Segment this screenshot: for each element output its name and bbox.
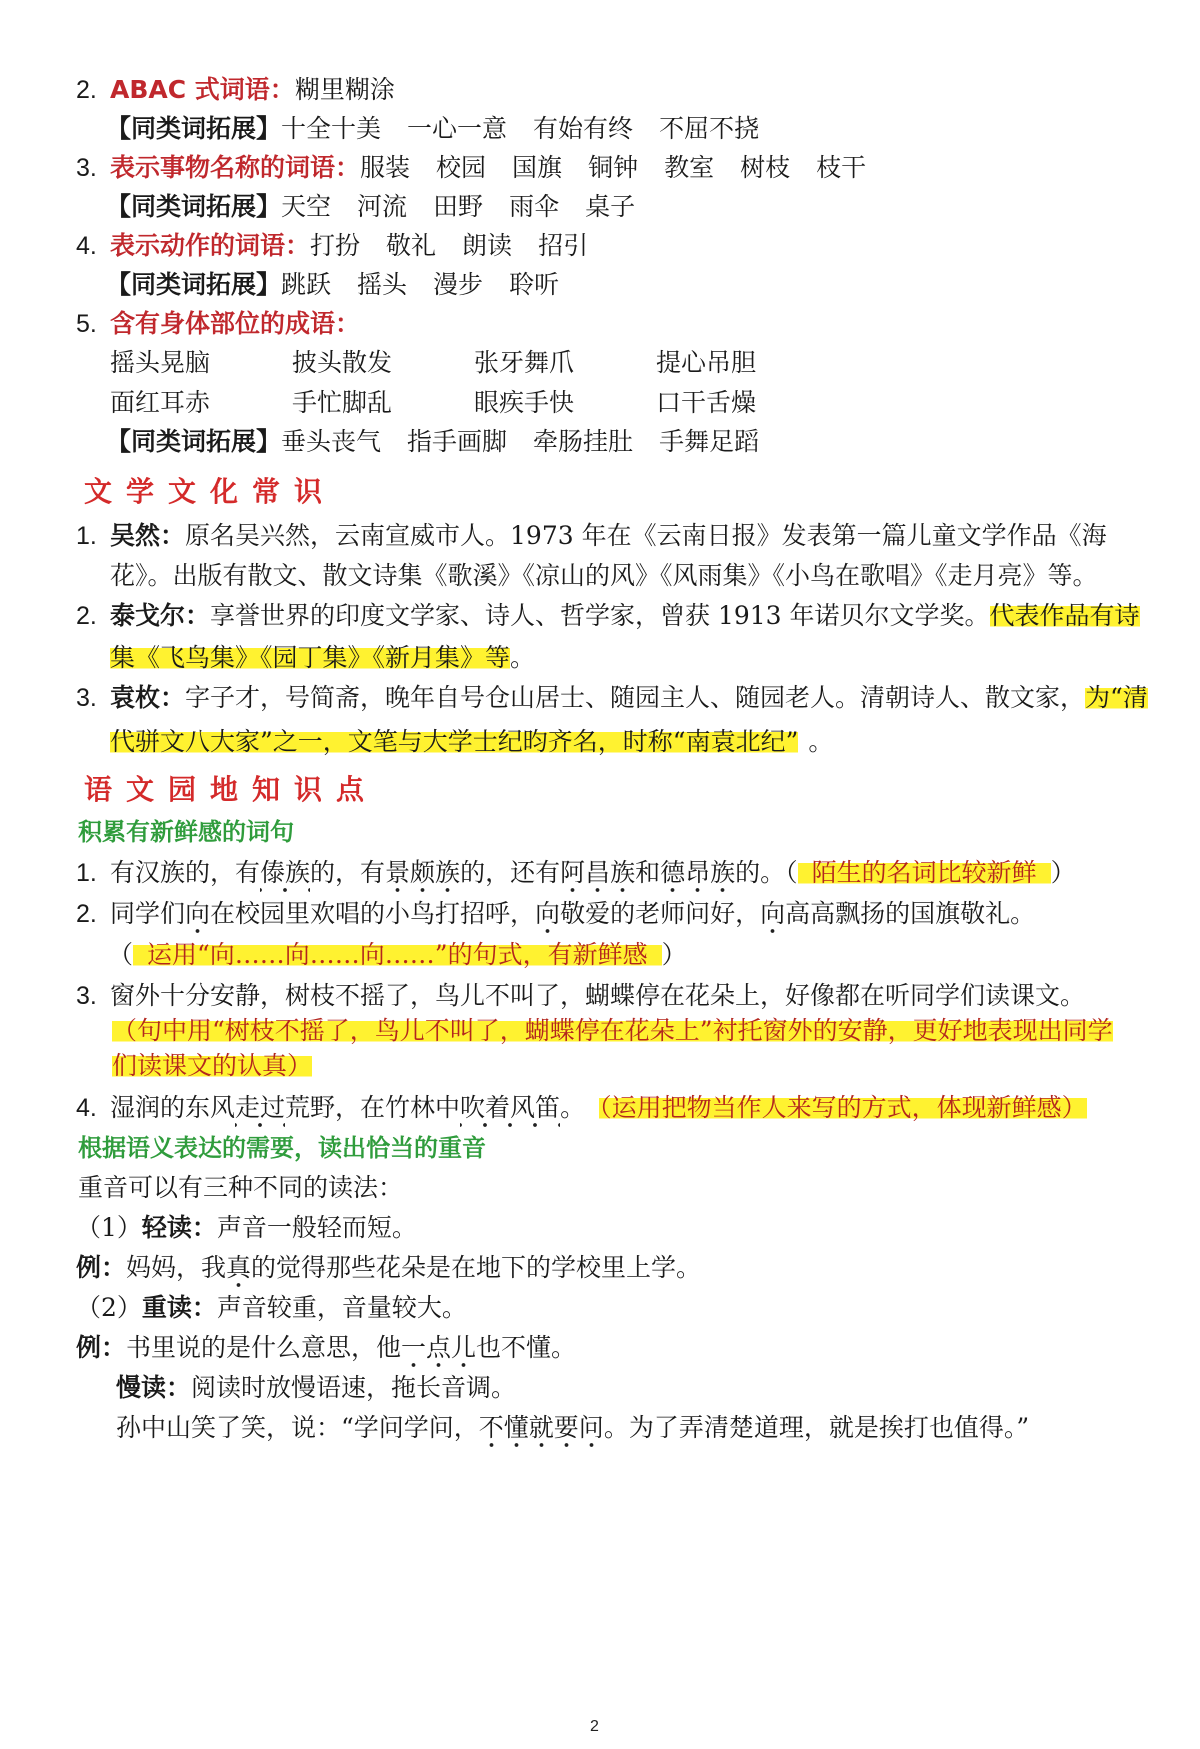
- stress-rule-1: [76, 1210, 417, 1246]
- sentence-2: [76, 896, 1035, 932]
- dotted-word: 傣族: [260, 858, 310, 893]
- ext-label: 【同类词拓展】: [106, 114, 282, 143]
- text: 湿润的东风: [110, 1093, 236, 1122]
- sentence-2-note: [108, 937, 687, 973]
- ext-row-5: [106, 424, 785, 460]
- idiom: 披头散发: [292, 348, 393, 377]
- dotted-word: 德昂族: [660, 858, 735, 893]
- rule-desc: 阅读时放慢语速，拖长音调。: [191, 1373, 517, 1402]
- idiom: 张牙舞爪: [474, 348, 575, 377]
- word: 树枝: [740, 153, 791, 182]
- word: 教室: [664, 153, 715, 182]
- lit-item-1-line-2: 花》。出版有散文、散文诗集《歌溪》《凉山的风》《风雨集》《小鸟在歌唱》《走月亮》等。: [110, 561, 1098, 590]
- rule-name: 轻读：: [141, 1213, 217, 1242]
- ext-word: 漫步: [433, 270, 484, 299]
- lit-item-3-line-1: [76, 680, 1148, 716]
- lit-text: 。: [808, 727, 834, 756]
- stress-example-1: [76, 1250, 701, 1286]
- ext-word: 聆听: [509, 270, 560, 299]
- dotted-word: 吹着风笛: [460, 1093, 560, 1128]
- item-number: 4.: [76, 1094, 97, 1122]
- highlight-note: （句中用“树枝不摇了，鸟儿不叫了，蝴蝶停在花朵上”衬托窗外的安静，更好地表现出同学: [112, 1016, 1113, 1045]
- ext-label: 【同类词拓展】: [106, 192, 282, 221]
- dotted-word: 一点儿: [401, 1333, 476, 1368]
- idiom-row-2: [110, 385, 838, 421]
- ext-word: 雨伞: [509, 192, 560, 221]
- ext-row-4: [106, 267, 585, 303]
- dotted-word: 不懂就要问: [479, 1413, 604, 1448]
- ext-word: 跳跃: [281, 270, 332, 299]
- text: 在校园里欢唱的小鸟打招呼，: [210, 899, 536, 928]
- subtitle-stress: 根据语义表达的需要，读出恰当的重音: [78, 1134, 486, 1162]
- ext-word: 不屈不挠: [659, 114, 760, 143]
- item-number: 4.: [76, 232, 97, 260]
- item-number: 1.: [76, 859, 97, 887]
- item-title: 表示动作的词语：: [110, 231, 311, 260]
- item-number: 3.: [76, 982, 97, 1010]
- text: 书里说的是什么意思，他: [126, 1333, 402, 1362]
- dotted-word: 阿昌族: [560, 858, 635, 893]
- item-number: 3.: [76, 684, 97, 712]
- item-title: 表示事物名称的词语：: [110, 153, 361, 182]
- dotted-word: 向: [185, 899, 210, 934]
- highlight: 为“清: [1085, 683, 1148, 712]
- lit-item-2-line-2: [110, 640, 535, 676]
- example-label: 例：: [76, 1333, 127, 1362]
- text: 也不懂。: [476, 1333, 577, 1362]
- text: 和: [635, 858, 661, 887]
- text: 的，还有: [460, 858, 561, 887]
- lit-item-1-line-1: [76, 518, 1107, 554]
- rule-desc: 声音较重，音量较大。: [216, 1293, 467, 1322]
- sentence-3-note-2: [112, 1048, 312, 1084]
- item-number: 2.: [76, 602, 97, 630]
- ext-word: 有始有终: [533, 114, 634, 143]
- item-number: 3.: [76, 154, 97, 182]
- word: 铜钟: [588, 153, 639, 182]
- vocab-item-4: [76, 228, 614, 264]
- person-name: 袁枚：: [110, 683, 186, 712]
- rule-name: 重读：: [141, 1293, 217, 1322]
- rule-label: （2）: [76, 1293, 142, 1322]
- idiom-row-1: [110, 345, 838, 381]
- stress-rule-3: [116, 1370, 516, 1406]
- ext-label: 【同类词拓展】: [106, 427, 282, 456]
- text: 的觉得那些花朵是在地下的学校里上学。: [251, 1253, 702, 1282]
- idiom: 眼疾手快: [474, 388, 575, 417]
- section-title-garden: 语文园地知识点: [84, 773, 379, 806]
- item-number: 5.: [76, 310, 97, 338]
- highlight: 代骈文八大家”之一，文笔与大学士纪昀齐名，时称“南袁北纪”: [110, 727, 799, 756]
- idiom: 面红耳赤: [110, 388, 211, 417]
- word: 糊里糊涂: [294, 75, 395, 104]
- sentence-1: [76, 855, 1076, 891]
- example-label: 例：: [76, 1253, 127, 1282]
- section-title-literature: 文学文化常识: [84, 475, 337, 508]
- vocab-item-2: [76, 72, 395, 108]
- page-number: 2: [590, 1718, 599, 1735]
- sentence-3: [76, 978, 1085, 1014]
- rule-name: 慢读：: [116, 1373, 192, 1402]
- lit-text: 原名吴兴然，云南宣威市人。1973 年在《云南日报》发表第一篇儿童文学作品《海: [185, 521, 1107, 550]
- dotted-word: 景颇族: [385, 858, 460, 893]
- dotted-word: 向: [535, 899, 560, 934]
- rule-desc: 声音一般轻而短。: [216, 1213, 417, 1242]
- highlight: 集《飞鸟集》《园丁集》《新月集》等: [110, 643, 511, 672]
- sentence-4: [76, 1090, 1087, 1126]
- item-title: 含有身体部位的成语：: [110, 309, 361, 338]
- stress-example-3: [116, 1410, 1029, 1446]
- ext-row-2: [106, 111, 785, 147]
- text: ）: [661, 940, 687, 969]
- text: 有汉族的，有: [110, 858, 261, 887]
- ext-word: 天空: [281, 192, 332, 221]
- lit-text: 享誉世界的印度文学家、诗人、哲学家，曾获 1913 年诺贝尔文学奖。: [210, 601, 990, 630]
- highlight-note: 陌生的名词比较新鲜: [798, 858, 1051, 887]
- ext-word: 垂头丧气: [281, 427, 382, 456]
- idiom: 口干舌燥: [656, 388, 757, 417]
- item-number: 2.: [76, 76, 97, 104]
- item-title: ABAC 式词语：: [110, 75, 295, 104]
- dotted-word: 走过: [235, 1093, 285, 1128]
- rule-label: （1）: [76, 1213, 142, 1242]
- ext-word: 指手画脚: [407, 427, 508, 456]
- vocab-item-3: [76, 150, 892, 186]
- ext-word: 桌子: [585, 192, 636, 221]
- highlight-note: （运用把物当作人来写的方式，体现新鲜感）: [599, 1093, 1087, 1122]
- vocab-item-5: [76, 306, 360, 342]
- person-name: 吴然：: [110, 521, 186, 550]
- stress-intro: 重音可以有三种不同的读法：: [78, 1173, 404, 1202]
- lit-item-3-line-2: [110, 724, 833, 760]
- text: 高高飘扬的国旗敬礼。: [785, 899, 1036, 928]
- text: 荒野，在竹林中: [285, 1093, 461, 1122]
- item-number: 2.: [76, 900, 97, 928]
- text: 窗外十分安静，树枝不摇了，鸟儿不叫了，蝴蝶停在花朵上，好像都在听同学们读课文。: [110, 981, 1086, 1010]
- text: 。: [560, 1093, 586, 1122]
- word: 国旗: [512, 153, 563, 182]
- sentence-3-note-1: [112, 1013, 1113, 1049]
- text: 。为了弄清楚道理，就是挨打也值得。”: [603, 1413, 1030, 1442]
- ext-word: 牵肠挂肚: [533, 427, 634, 456]
- text: 妈妈，我: [126, 1253, 227, 1282]
- dotted-word: 真: [226, 1253, 251, 1288]
- text: 孙中山笑了笑，说：“学问学问，: [116, 1413, 479, 1442]
- ext-label: 【同类词拓展】: [106, 270, 282, 299]
- ext-word: 摇头: [357, 270, 408, 299]
- text: 的。（: [735, 858, 798, 887]
- lit-item-2-line-1: [76, 598, 1140, 634]
- text: 敬爱的老师问好，: [560, 899, 761, 928]
- highlight-note: 们读课文的认真）: [112, 1051, 313, 1080]
- ext-word: 田野: [433, 192, 484, 221]
- text: 的，有: [310, 858, 386, 887]
- ext-word: 河流: [357, 192, 408, 221]
- text: 同学们: [110, 899, 186, 928]
- word: 枝干: [816, 153, 867, 182]
- idiom: 摇头晃脑: [110, 348, 211, 377]
- subtitle-fresh-words: 积累有新鲜感的词句: [78, 818, 294, 846]
- ext-word: 十全十美: [281, 114, 382, 143]
- word: 敬礼: [386, 231, 437, 260]
- ext-word: 一心一意: [407, 114, 508, 143]
- highlight: 代表作品有诗: [989, 601, 1140, 630]
- text: ）: [1050, 858, 1076, 887]
- word: 招引: [538, 231, 589, 260]
- highlight-note: 运用“向……向……向……”的句式，有新鲜感: [133, 940, 662, 969]
- dotted-word: 向: [760, 899, 785, 934]
- text: （: [108, 940, 134, 969]
- word: 服装: [360, 153, 411, 182]
- lit-text: 。: [510, 643, 536, 672]
- item-number: 1.: [76, 522, 97, 550]
- word: 打扮: [310, 231, 361, 260]
- word: 校园: [436, 153, 487, 182]
- idiom: 提心吊胆: [656, 348, 757, 377]
- stress-example-2: [76, 1330, 576, 1366]
- ext-word: 手舞足蹈: [659, 427, 760, 456]
- ext-row-3: [106, 189, 661, 225]
- word: 朗读: [462, 231, 513, 260]
- idiom: 手忙脚乱: [292, 388, 393, 417]
- stress-rule-2: [76, 1290, 467, 1326]
- person-name: 泰戈尔：: [110, 601, 211, 630]
- lit-text: 字子才，号简斋，晚年自号仓山居士、随园主人、随园老人。清朝诗人、散文家，: [185, 683, 1086, 712]
